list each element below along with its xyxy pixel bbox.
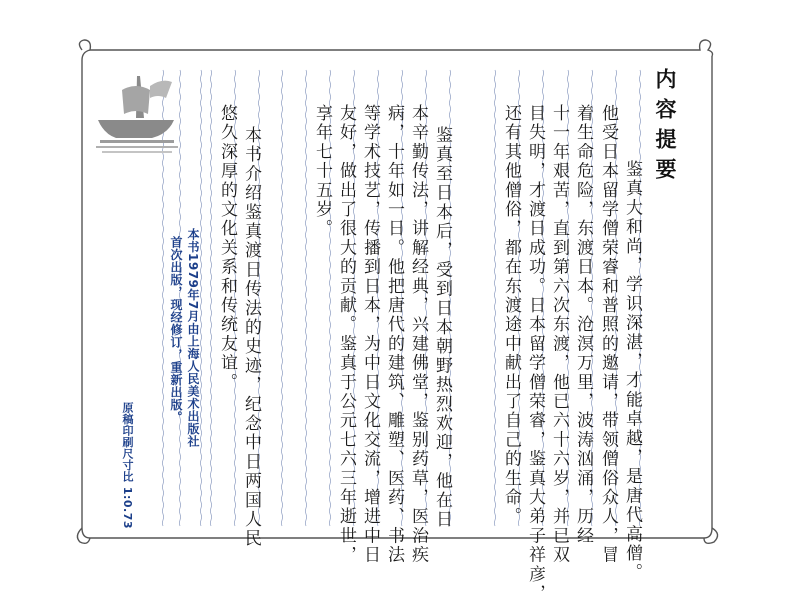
- body-line-1: 鉴真大和尚，学识深湛，才能卓越，是唐代高僧。: [622, 160, 642, 583]
- publication-note-line-1: 本书1979年7月由上海人民美术出版社: [186, 228, 200, 448]
- page-title: 内容提要: [653, 68, 677, 188]
- body-line-4: 十一年艰苦，直到第六次东渡，他已六十六岁，并已双: [549, 104, 569, 565]
- column-rule: [305, 70, 306, 526]
- body-line-7: 鉴真至日本后，受到日本朝野热烈欢迎，他在日: [432, 126, 452, 530]
- publication-note-line-2: 首次出版，现经修订，重新出版。: [169, 236, 183, 424]
- body-line-9: 病，十年如一日。他把唐代的建筑、雕塑、医药、书法: [384, 104, 404, 565]
- body-line-8: 本辛勤传法，讲解经典，兴建佛堂，鉴别药草，医治疾: [408, 104, 428, 565]
- print-scale-label: 原稿印刷尺寸比 1:0.73: [121, 402, 134, 530]
- body-line-11: 友好，做出了很大的贡献。鉴真于公元七六三年逝世，: [336, 104, 356, 565]
- body-line-3: 着生命危险，东渡日本。沧溟万里，波涛汹涌，历经: [573, 104, 593, 546]
- body-line-13: 本书介绍鉴真渡日传法的史迹，纪念中日两国人民: [241, 126, 261, 549]
- body-line-6: 还有其他僧俗，都在东渡途中献出了自己的生命。: [501, 104, 521, 527]
- column-rule: [200, 70, 201, 526]
- column-rule: [494, 70, 495, 526]
- body-line-5: 目失明，才渡日成功。日本留学僧荣睿，鉴真大弟子祥彦，: [525, 104, 545, 603]
- body-line-12: 享年七十五岁。: [312, 104, 332, 239]
- body-line-2: 他受日本留学僧荣睿和普照的邀请，带领僧俗众人，冒: [598, 104, 618, 565]
- column-rule: [210, 70, 211, 526]
- column-rule: [281, 70, 282, 526]
- body-line-14: 悠久深厚的文化关系和传统友谊。: [217, 104, 237, 392]
- sailing-junk-icon: [92, 68, 182, 160]
- body-line-10: 等学术技艺，传播到日本，为中日文化交流，增进中日: [360, 104, 380, 565]
